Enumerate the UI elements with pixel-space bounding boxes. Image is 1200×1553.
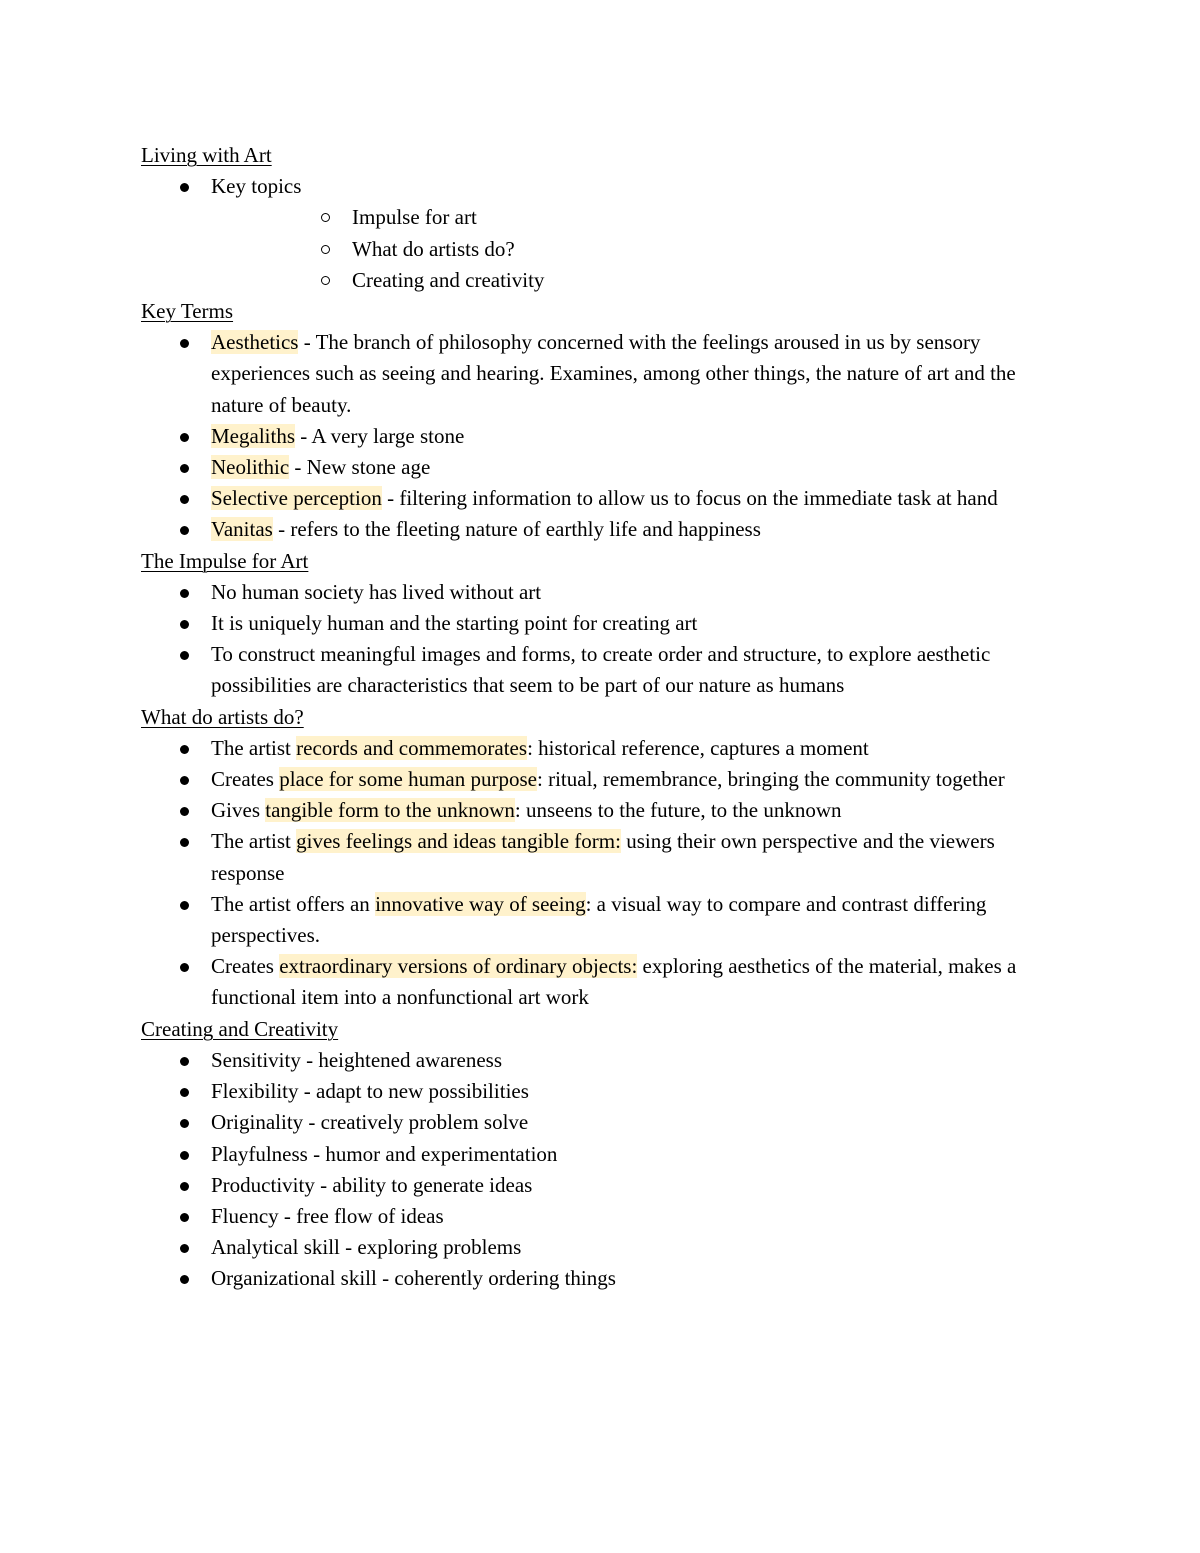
item-prefix: The artist — [211, 829, 297, 854]
list-item — [141, 452, 1061, 483]
list-item — [141, 327, 1061, 421]
list-item: Fluency - free flow of ideas — [141, 1201, 1061, 1232]
artists-list — [141, 733, 1061, 1014]
term-highlight: Selective perception — [211, 486, 382, 511]
list-item: Productivity - ability to generate ideas — [141, 1170, 1061, 1201]
item-suffix: exploring aesthetics of the material, makes a functional item into a nonfunctional art work — [211, 954, 1017, 1010]
heading-key-terms: Key Terms — [141, 299, 234, 324]
term-definition: - filtering information to allow us to focus on the immediate task at hand — [381, 486, 998, 511]
item-highlight: gives feelings and ideas tangible form: — [296, 829, 621, 854]
key-topics-sublist — [211, 202, 1061, 296]
list-item — [141, 421, 1061, 452]
list-item — [141, 826, 1061, 888]
item-prefix: Gives — [211, 798, 266, 823]
item-highlight: tangible form to the unknown — [265, 798, 515, 823]
list-item: Playfulness - humor and experimentation — [141, 1139, 1061, 1170]
document-page — [141, 140, 1061, 1295]
list-item — [141, 764, 1061, 795]
list-item: Flexibility - adapt to new possibilities — [141, 1076, 1061, 1107]
list-item — [141, 795, 1061, 826]
heading-what-do-artists-do: What do artists do? — [141, 704, 304, 729]
list-item: Organizational skill - coherently ordering things — [141, 1263, 1061, 1294]
item-suffix: : unseens to the future, to the unknown — [514, 798, 842, 823]
item-suffix: : a visual way to compare and contrast differing perspectives. — [211, 891, 987, 948]
heading-living-with-art: Living with Art — [141, 143, 272, 167]
item-prefix: Creates — [211, 767, 280, 792]
heading-impulse-for-art: The Impulse for Art — [141, 548, 309, 573]
heading-creating-and-creativity: Creating and Creativity — [141, 1016, 339, 1041]
creativity-list — [141, 1045, 1061, 1295]
item-suffix: : historical reference, captures a moment — [527, 735, 869, 760]
list-item: Creating and creativity — [211, 265, 1061, 296]
item-highlight: records and commemorates — [296, 735, 528, 760]
list-item: To construct meaningful images and forms, to create order and structure, to explore aesthetic possibilities are characteristics that seem to be part of our nature as humans — [141, 639, 1061, 701]
item-prefix: Creates — [211, 954, 280, 979]
item-suffix: using their own perspective and the viewers response — [211, 829, 995, 885]
list-item — [141, 951, 1061, 1013]
list-item: What do artists do? — [211, 234, 1061, 265]
list-item-key-topics — [141, 171, 1061, 296]
list-item: Originality - creatively problem solve — [141, 1107, 1061, 1138]
list-item: Sensitivity - heightened awareness — [141, 1045, 1061, 1076]
term-highlight: Megaliths — [211, 423, 295, 448]
list-item — [141, 514, 1061, 545]
list-item: It is uniquely human and the starting point for creating art — [141, 608, 1061, 639]
term-definition: - The branch of philosophy concerned with the feelings aroused in us by sensory experiences such as seeing and hearing. Examines, among other things, the nature of art and the nature of beauty. — [211, 330, 1016, 417]
key-topics-label: Key topics — [211, 174, 302, 199]
list-item: Analytical skill - exploring problems — [141, 1232, 1061, 1263]
term-highlight: Neolithic — [211, 455, 290, 480]
item-highlight: innovative way of seeing — [375, 891, 586, 916]
term-definition: - A very large stone — [295, 423, 465, 448]
list-item — [141, 733, 1061, 764]
term-definition: - New stone age — [289, 455, 431, 480]
term-highlight: Aesthetics — [211, 330, 299, 355]
list-item — [141, 483, 1061, 514]
item-suffix: : ritual, remembrance, bringing the community together — [537, 767, 1005, 792]
term-highlight: Vanitas — [211, 517, 273, 542]
term-definition: - refers to the fleeting nature of earthly life and happiness — [272, 517, 761, 542]
item-prefix: The artist — [211, 735, 297, 760]
key-terms-list — [141, 327, 1061, 545]
item-highlight: extraordinary versions of ordinary objects: — [279, 954, 638, 979]
list-item: Impulse for art — [211, 202, 1061, 233]
living-list — [141, 171, 1061, 296]
impulse-list — [141, 577, 1061, 702]
item-highlight: place for some human purpose — [279, 767, 537, 792]
item-prefix: The artist offers an — [211, 891, 376, 916]
list-item: No human society has lived without art — [141, 577, 1061, 608]
list-item — [141, 889, 1061, 951]
